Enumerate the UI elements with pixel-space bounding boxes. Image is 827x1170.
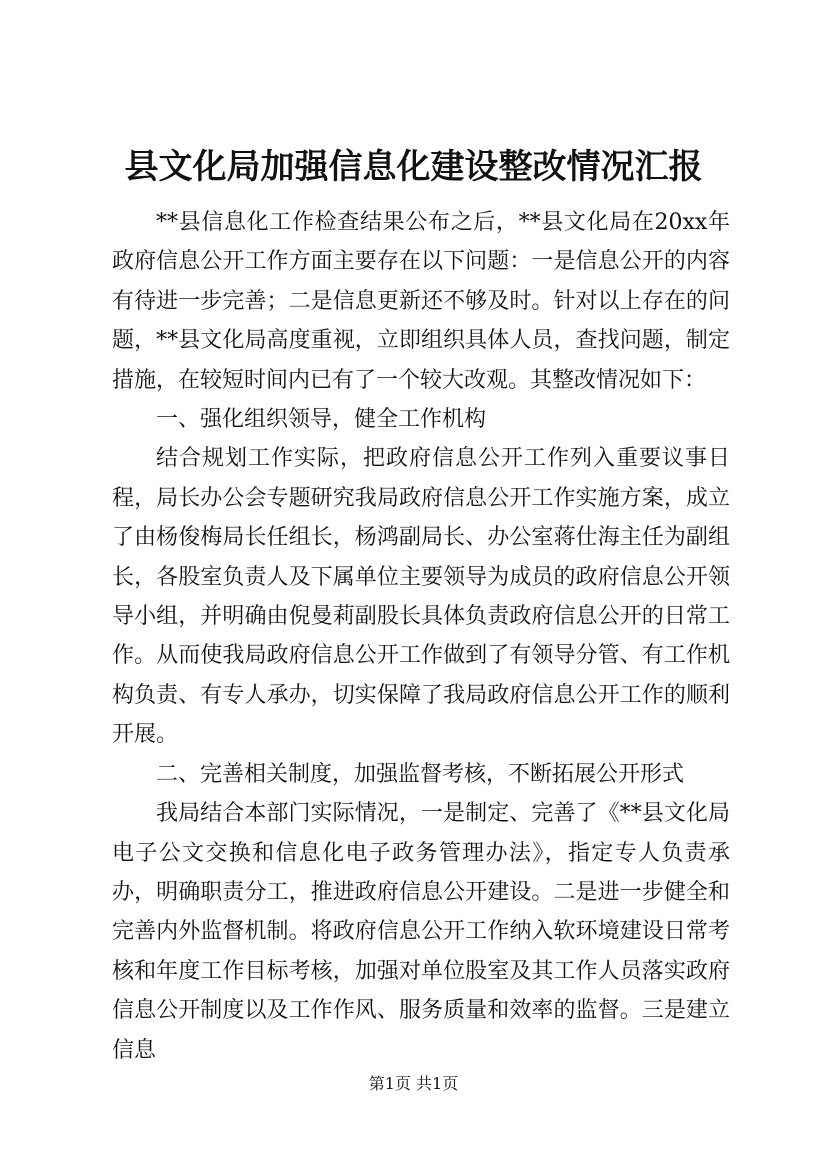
document-body bbox=[112, 203, 730, 1070]
intro-paragraph: **县信息化工作检查结果公布之后，**县文化局在20xx年政府信息公开工作方面主要存在以下问题：一是信息公开的内容有待进一步完善；二是信息更新还不够及时。针对以上存在的问题，**县文化局高度重视，立即组织具体人员，查找问题，制定措施，在较短时间内已有了一个较大改观。其整改情况如下： bbox=[112, 210, 730, 393]
section-2-paragraph: 我局结合本部门实际情况，一是制定、完善了《**县文化局电子公文交换和信息化电子政务管理办法》，指定专人负责承办，明确职责分工，推进政府信息公开建设。二是进一步健全和完善内外监督机制。将政府信息公开工作纳入软环境建设日常考核和年度工作目标考核，加强对单位股室及其工作人员落实政府信息公开制度以及工作作风、服务质量和效率的监督。三是建立信息 bbox=[112, 801, 730, 1063]
page-footer: 第1页 共1页 bbox=[368, 1074, 459, 1093]
document-title: 县文化局加强信息化建设整改情况汇报 bbox=[124, 147, 703, 187]
section-heading-2: 二、完善相关制度，加强监督考核，不断拓展公开形式 bbox=[156, 761, 685, 787]
section-1-paragraph: 结合规划工作实际，把政府信息公开工作列入重要议事日程，局长办公会专题研究我局政府信息公开工作实施方案，成立了由杨俊梅局长任组长，杨鸿副局长、办公室蒋仕海主任为副组长，各股室负责人及下属单位主要领导为成员的政府信息公开领导小组，并明确由倪曼莉副股长具体负责政府信息公开的日常工作。从而使我局政府信息公开工作做到了有领导分管、有工作机构负责、有专人承办，切实保障了我局政府信息公开工作的顺利开展。 bbox=[112, 446, 730, 748]
section-heading-1: 一、强化组织领导，健全工作机构 bbox=[156, 407, 487, 433]
